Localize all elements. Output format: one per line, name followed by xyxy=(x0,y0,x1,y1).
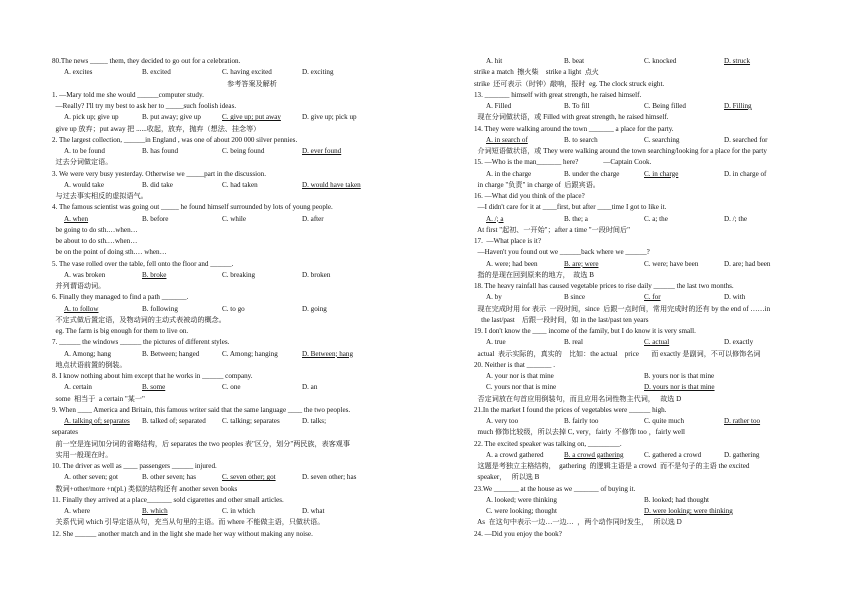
text-line: 19. I don't know the ____ income of the family, but I do know it is very small. xyxy=(474,327,696,335)
answer-option: D. would have taken xyxy=(302,180,361,189)
text-line: strike a match 擦火柴 strike a light 点火 xyxy=(474,68,599,77)
option: C. Being filled xyxy=(644,102,686,110)
answer-option: A. to follow xyxy=(64,304,99,313)
option: B. put away; give up xyxy=(142,113,201,122)
option-row xyxy=(52,214,452,225)
option-row xyxy=(52,349,452,360)
option: C. having excited xyxy=(222,68,272,77)
option: A. excites xyxy=(64,68,93,77)
section-heading: 参考答案及解析 xyxy=(227,79,277,88)
option: D. talks; xyxy=(302,417,327,425)
answer-option: D. struck xyxy=(724,57,751,65)
text-line: 23.We _______ at the house as we _______ of buying it. xyxy=(474,484,636,493)
option: D. /; the xyxy=(724,214,748,223)
text-line: separates xyxy=(52,428,78,437)
option: A. was broken xyxy=(64,270,106,279)
answer-option: A. in search of xyxy=(486,135,528,144)
option: A. were; had been xyxy=(486,259,538,268)
answer-option: B. a crowd gathering xyxy=(564,450,624,459)
text-line: be on the point of doing sth.… when… xyxy=(52,248,167,257)
option-row xyxy=(52,304,452,315)
option: B. the; a xyxy=(564,214,588,223)
option-row xyxy=(474,259,860,270)
option: B. Between; hanged xyxy=(142,349,200,358)
text-line: the last/past 后跟一段时间，如 in the last/past ten years xyxy=(474,315,649,324)
text-line: 8. I know nothing about him except that he works in ______ company. xyxy=(52,372,253,380)
option: A. a crowd gathered xyxy=(486,450,544,459)
option-row xyxy=(474,416,860,427)
option: A. to be found xyxy=(64,147,105,155)
text-line: much 修饰比较级，所以去掉 C, very，fairly 不修饰 too ，fairly well xyxy=(474,428,686,437)
option: A. Among; hang xyxy=(64,349,112,358)
option: B since xyxy=(564,293,586,302)
option-row xyxy=(52,472,452,483)
option: D. going xyxy=(302,304,327,313)
text-line: 80.The news _____ them, they decided to go out for a celebration. xyxy=(52,57,241,65)
option: D. an xyxy=(302,383,318,392)
text-line: 12. She ______ another match and in the light she made her way without making any noise. xyxy=(52,529,313,538)
option: B. did take xyxy=(142,180,173,189)
option-row xyxy=(474,101,860,112)
text-line: some 相当于 a certain "某一" xyxy=(52,394,145,403)
text-line: 13. _______ himself with great strength, he raised himself. xyxy=(474,90,642,99)
option-row xyxy=(474,214,860,225)
answer-option: D. yours nor is that mine xyxy=(644,383,715,392)
text-line: 地点状语前置的倒装。 xyxy=(52,360,127,369)
text-line: strike 还可表示（时钟）敲响，报时 eg. The clock struck eight. xyxy=(474,79,665,88)
text-line: 介词短语做状语，或 They were walking around the town searching/looking for a place for the party xyxy=(474,147,767,155)
option: A. very too xyxy=(486,417,519,425)
answer-option: C. give up; put away xyxy=(222,113,281,122)
text-line: 17. —What place is it? xyxy=(474,237,541,245)
text-line: 18. The heavy rainfall has caused vegetable prices to rise daily ______ the last two months. xyxy=(474,282,734,290)
option: B. fairly too xyxy=(564,417,599,425)
option: A. would take xyxy=(64,180,104,189)
option-row xyxy=(52,382,452,393)
text-line: 关系代词 which 引导定语从句，充当从句里的主语。而 where 不能做主语，只做状语。 xyxy=(52,518,325,527)
option: C. knocked xyxy=(644,57,677,65)
option: A. in the charge xyxy=(486,169,532,178)
option: B. other seven; has xyxy=(142,473,196,482)
option: B. under the charge xyxy=(564,169,620,178)
text-line: At first "起初、一开始"；after a time "一段时间后" xyxy=(474,225,630,234)
option: A. your nor is that mine xyxy=(486,372,554,380)
option: C. gathered a crowd xyxy=(644,450,702,459)
option: C. being found xyxy=(222,147,265,155)
answer-option: B. some xyxy=(142,383,166,392)
option: D. after xyxy=(302,214,324,223)
text-line: —I didn't care for it at ____first, but after ____time I got to like it. xyxy=(474,203,667,212)
option-row xyxy=(474,382,860,393)
option-row xyxy=(52,416,452,427)
text-line: 数词+other/more +n(pl.) 类似的结构还有 another seven books xyxy=(52,484,238,493)
text-line: 3. We were very busy yesterday. Otherwise we _____part in the discussion. xyxy=(52,169,266,178)
option: A. where xyxy=(64,507,90,515)
option: A. pick up; give up xyxy=(64,113,119,122)
answer-option: A. /; a xyxy=(486,214,504,223)
option: B. following xyxy=(142,304,178,313)
text-line: 14. They were walking around the town _______ a place for the party. xyxy=(474,124,674,133)
text-line: 否定词放在句首应用倒装句，而且应用名词性物主代词， 故选 D xyxy=(474,394,682,403)
option: B. excited xyxy=(142,68,171,77)
text-line: 22. The excited speaker was talking on, _________. xyxy=(474,439,622,448)
option: B. yours nor is that mine xyxy=(644,372,715,380)
option-row xyxy=(474,371,860,382)
option: A. certain xyxy=(64,383,92,392)
text-line: eg. The farm is big enough for them to live on. xyxy=(52,327,189,335)
text-line: give up 放弃；put away 把 ......收起，放弃，抛弃（想法、挂念等） xyxy=(52,124,261,133)
answer-option: C. seven other; got xyxy=(222,473,276,482)
option: A. other seven; got xyxy=(64,473,118,482)
option: C. talking; separates xyxy=(222,417,280,425)
text-line: 7. ______ the windows ______ the pictures of different styles. xyxy=(52,338,230,347)
option: D. in charge of xyxy=(724,169,767,178)
option-row xyxy=(52,506,452,517)
option: D. are; had been xyxy=(724,259,771,268)
option: C. one xyxy=(222,383,241,392)
answer-option: D. rather too xyxy=(724,417,761,425)
option-row xyxy=(52,270,452,281)
option: B. to search xyxy=(564,135,598,144)
text-line: 过去分词做定语。 xyxy=(52,158,113,167)
answer-option: D. Filling xyxy=(724,102,752,110)
answer-option: D. Between; hang xyxy=(302,349,354,358)
option: C. had taken xyxy=(222,180,258,189)
text-line: 这题是考独立主格结构， gathering 的逻辑主语是 a crowd 而不是句子的主语 the excited xyxy=(474,462,750,470)
answer-option: B. are; were xyxy=(564,259,599,268)
option: D. searched for xyxy=(724,135,768,144)
left-column xyxy=(52,0,452,595)
option-row xyxy=(52,67,452,78)
answer-option: D. ever found xyxy=(302,147,342,155)
text-line: 不定式做后置定语，及物动词的主动式表被动的概念。 xyxy=(52,315,226,324)
option-row xyxy=(474,292,860,303)
option: C. were; have been xyxy=(644,259,699,268)
answer-option: A. talking of; separates xyxy=(64,417,130,425)
option: C. in which xyxy=(222,507,255,515)
option: C. quite much xyxy=(644,417,684,425)
option: C. yours nor that is mine xyxy=(486,383,557,392)
text-line: 20. Neither is that _______ . xyxy=(474,360,555,369)
text-line: 并列谓语动词。 xyxy=(52,282,106,290)
option: D. with xyxy=(724,293,746,302)
option-row xyxy=(474,56,860,67)
text-line: speaker， 所以选 B xyxy=(474,473,540,482)
option: C. searching xyxy=(644,135,680,144)
option: A. by xyxy=(486,293,502,302)
answer-option: C. for xyxy=(644,293,661,302)
right-column xyxy=(474,0,860,595)
option: B. before xyxy=(142,214,169,223)
option: B. has found xyxy=(142,147,179,155)
answer-option: C. actual xyxy=(644,338,670,347)
option-row xyxy=(52,146,452,157)
option: B. real xyxy=(564,338,583,347)
option-row xyxy=(474,506,860,517)
text-line: 现在完成时用 for 表示 一段时间，since 后跟一点时间，常用完成时的还有 by the end of ……in xyxy=(474,304,771,313)
text-line: be going to do sth.…when… xyxy=(52,225,138,234)
text-line: 2. The largest collection, ______in England , was one of about 200 000 silver pennies. xyxy=(52,135,298,144)
option-row xyxy=(474,135,860,146)
option: C. a; the xyxy=(644,214,668,223)
text-line: 16. —What did you think of the place? xyxy=(474,192,585,200)
text-line: —Really? I'll try my best to ask her to _____such foolish ideas. xyxy=(52,102,237,110)
text-line: 实用一般现在时。 xyxy=(52,450,113,459)
answer-option: B. which xyxy=(142,507,168,515)
answer-option: B. broke xyxy=(142,270,167,279)
option: B. talked of; separated xyxy=(142,417,206,425)
option: D. exactly xyxy=(724,338,754,347)
text-line: in charge "负责" in charge of 后跟宾语。 xyxy=(474,180,600,189)
text-line: 现在分词做状语，或 Filled with great strength, he raised himself. xyxy=(474,113,669,122)
text-line: —Haven't you found out we ______back where we ______? xyxy=(474,248,650,257)
option-row xyxy=(52,112,452,123)
option: D. give up; pick up xyxy=(302,113,357,122)
option-row xyxy=(474,495,860,506)
text-line: 24. —Did you enjoy the book? xyxy=(474,529,562,538)
option: A. true xyxy=(486,338,506,347)
option: A. hit xyxy=(486,57,503,65)
text-line: 10. The driver as well as ____ passengers ______ injured. xyxy=(52,462,217,470)
answer-option: D. were looking; were thinking xyxy=(644,507,733,515)
text-line: 1. —Mary told me she would ______computer study. xyxy=(52,90,204,99)
option: C. breaking xyxy=(222,270,256,279)
option: D. seven other; has xyxy=(302,473,357,482)
text-line: 与过去事实相反的虚拟语气。 xyxy=(52,192,148,200)
option: A. Filled xyxy=(486,102,512,110)
option: D. gathering xyxy=(724,450,760,459)
text-line: 4. The famous scientist was going out _____ he found himself surrounded by lots of young people. xyxy=(52,203,333,212)
option: B. To fill xyxy=(564,102,590,110)
text-line: 5. The vase rolled over the table, fell onto the floor and ______. xyxy=(52,259,234,268)
answer-option: A. when xyxy=(64,214,89,223)
text-line: 11. Finally they arrived at a place_______ sold cigarettes and other small articles. xyxy=(52,495,284,504)
option: D. what xyxy=(302,507,325,515)
text-line: 15. —Who is the man_______ here? —Captain Cook. xyxy=(474,158,652,167)
option: B. looked; had thought xyxy=(644,495,710,504)
option-row xyxy=(52,180,452,191)
text-line: 21.In the market I found the prices of vegetables were ______ high. xyxy=(474,405,667,414)
text-line: be about to do sth.…when… xyxy=(52,237,138,245)
option: A. looked; were thinking xyxy=(486,495,557,504)
option-row xyxy=(474,450,860,461)
text-line: 9. When ____ America and Britain, this famous writer said that the same language ____ the two peoples. xyxy=(52,405,351,414)
answer-option: C. in charge xyxy=(644,169,679,178)
text-line: 6. Finally they managed to find a path _______. xyxy=(52,293,189,302)
option: C. Among; hanging xyxy=(222,349,278,358)
text-line: 指的是现在回到原来的地方， 故选 B xyxy=(474,270,595,279)
option: C. to go xyxy=(222,304,245,313)
option-row xyxy=(474,169,860,180)
option: C. were looking; thought xyxy=(486,507,557,515)
option: D. broken xyxy=(302,270,331,279)
text-line: As 在这句中表示一边…一边… ，两个动作同时发生， 所以选 D xyxy=(474,518,682,527)
option: C. while xyxy=(222,214,247,223)
option: D. exciting xyxy=(302,68,334,77)
option-row xyxy=(474,337,860,348)
option: B. beat xyxy=(564,57,585,65)
text-line: 前一空是连词加分词的省略结构，后 separates the two peoples 表"区分，划分"两民族，表客观事 xyxy=(52,439,350,448)
text-line: actual 表示实际的，真实的 比如：the actual price 而 exactly 是副词，不可以修饰名词 xyxy=(474,349,761,358)
